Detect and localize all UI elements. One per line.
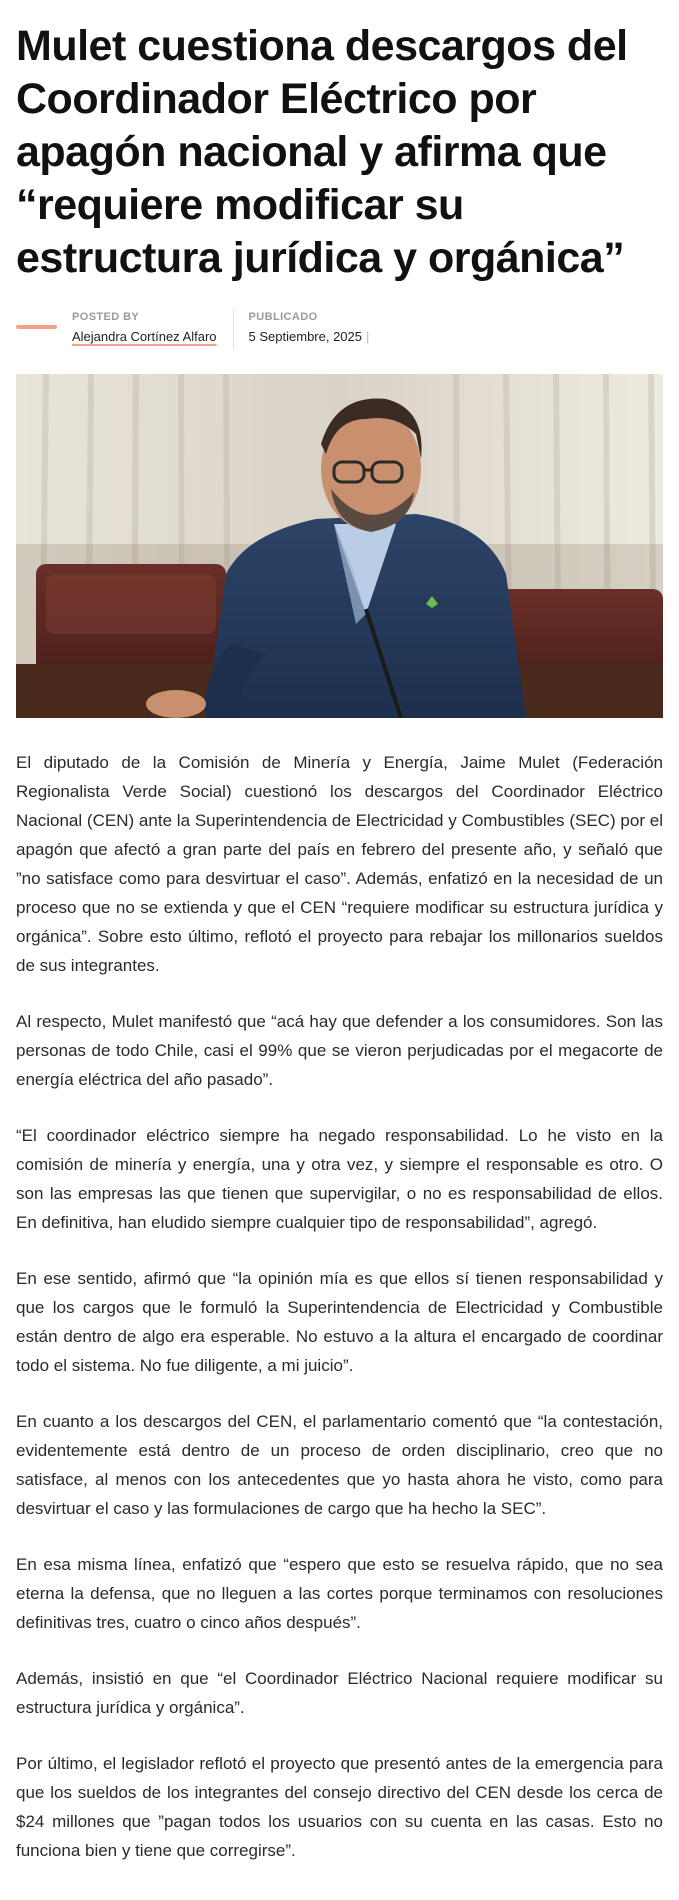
published-label: PUBLICADO [248, 311, 318, 323]
author-name-wrap [72, 328, 217, 346]
date-block [249, 309, 370, 346]
posted-by-label: POSTED BY [72, 311, 140, 323]
article-body [16, 748, 663, 1865]
article-paragraph: En cuanto a los descargos del CEN, el parlamentario comentó que “la contestación, evidentemente está dentro de un proceso de orden disciplinario, creo que no satisface, al menos con los antecedentes que yo hasta ahora he visto, como para desvirtuar el caso y las formulaciones de cargo que ha hecho la SEC”. [16, 1412, 663, 1518]
article-paragraph: En esa misma línea, enfatizó que “espero que esto se resuelva rápido, que no sea eterna la defensa, que no lleguen a las cortes porque terminamos con resoluciones definitivas tres, cuatro o cinco años después”. [16, 1555, 663, 1632]
article-paragraph: Por último, el legislador reflotó el proyecto que presentó antes de la emergencia para que los sueldos de los integrantes del consejo directivo del CEN desde los cerca de $24 millones que ”pagan todos los usuarios con su cuenta en las casas. Esto no funciona bien y tiene que corregirse”. [16, 1754, 663, 1860]
publish-date-wrap [249, 328, 370, 346]
article-paragraph: Además, insistió en que “el Coordinador Eléctrico Nacional requiere modificar su estructura jurídica y orgánica”. [16, 1669, 663, 1717]
author-block [72, 309, 234, 349]
article-photo [16, 374, 663, 718]
photo-illustration [16, 374, 663, 718]
publish-date: 5 Septiembre, 2025 [248, 329, 362, 344]
article-paragraph: “El coordinador eléctrico siempre ha negado responsabilidad. Lo he visto en la comisión de minería y energía, una y otra vez, y siempre el responsable es otro. O son las empresas las que tienen que supervigilar, o no es responsabilidad de ellos. En definitiva, han eludido siempre cualquier tipo de responsabilidad”, agregó. [16, 1126, 663, 1232]
article-paragraph: Al respecto, Mulet manifestó que “acá hay que defender a los consumidores. Son las personas de todo Chile, casi el 99% que se vieron perjudicadas por el megacorte de energía eléctrica del año pasado”. [16, 1012, 663, 1089]
date-separator: | [366, 329, 370, 344]
article-headline: Mulet cuestiona descargos del Coordinador Eléctrico por apagón nacional y afirma que “requiere modificar su estructura jurídica y orgánica” [16, 22, 628, 282]
article-meta [16, 309, 663, 349]
author-link[interactable]: Alejandra Cortínez Alfaro [72, 329, 217, 344]
article-paragraph: El diputado de la Comisión de Minería y Energía, Jaime Mulet (Federación Regionalista Verde Social) cuestionó los descargos del Coordinador Eléctrico Nacional (CEN) ante la Superintendencia de Electricidad y Combustibles (SEC) por el apagón que afectó a gran parte del país en febrero del presente año, y señaló que ”no satisface como para desvirtuar el caso”. Además, enfatizó en la necesidad de un proceso que no se extienda y que el CEN “requiere modificar su estructura jurídica y orgánica”. Sobre esto último, reflotó el proyecto para rebajar los millonarios sueldos de sus integrantes. [16, 753, 663, 975]
article-page [0, 20, 679, 1900]
article-paragraph: En ese sentido, afirmó que “la opinión mía es que ellos sí tienen responsabilidad y que los cargos que le formuló la Superintendencia de Electricidad y Combustible están dentro de algo era esperable. No estuvo a la altura el encargado de coordinar todo el sistema. No fue diligente, a mi juicio”. [16, 1269, 663, 1375]
accent-bar [16, 325, 57, 329]
